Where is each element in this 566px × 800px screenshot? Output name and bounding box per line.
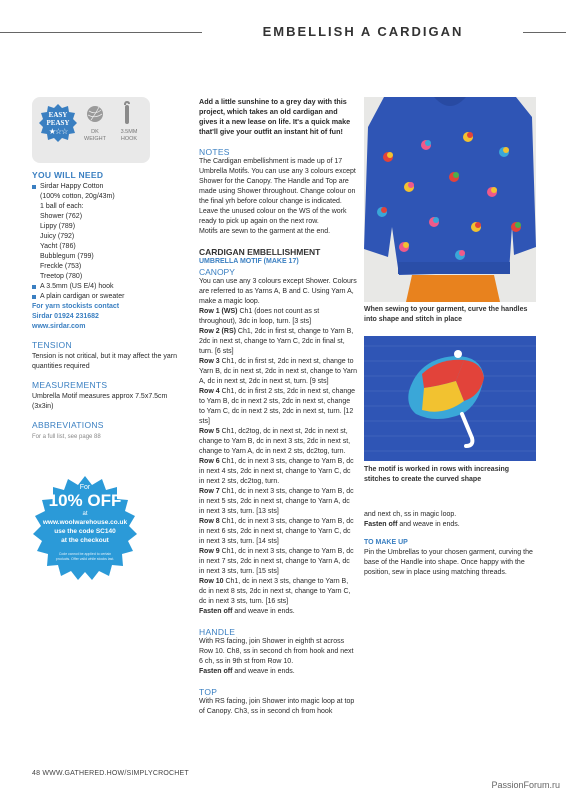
colour-item: Juicy (792) bbox=[40, 233, 75, 240]
header-rule-left bbox=[0, 32, 202, 33]
handle-heading: HANDLE bbox=[199, 627, 236, 637]
top-heading: TOP bbox=[199, 687, 218, 697]
measurements-heading: MEASUREMENTS bbox=[32, 380, 108, 390]
cardigan-photo bbox=[364, 97, 536, 302]
colour-item: Shower (762) bbox=[40, 213, 83, 220]
top-continued: and next ch, ss in magic loop. bbox=[364, 511, 457, 518]
colour-item: Bubblegum (799) bbox=[40, 253, 94, 260]
photo-caption-2: The motif is worked in rows with increasing stitches to create the curved shape bbox=[364, 466, 510, 483]
page-header bbox=[0, 22, 566, 44]
you-will-need-heading: YOU WILL NEED bbox=[32, 170, 104, 180]
tension-text: Tension is not critical, but it may affect the yarn quantities required bbox=[32, 353, 177, 370]
embellishment-heading: CARDIGAN EMBELLISHMENT bbox=[199, 247, 321, 257]
pattern-row: Row 8 Ch1, dc in next 3 sts, change to Yarn B, dc in next 6 sts, 2dc in next st, change to Yarn C, dc in next 3 sts, turn. [14 sts] bbox=[199, 518, 354, 545]
watermark: PassionForum.ru bbox=[491, 780, 560, 790]
middle-column bbox=[199, 97, 357, 717]
measurements-text: Umbrella Motif measures approx 7.5x7.5cm (3x3in) bbox=[32, 393, 168, 410]
motif-closeup-photo bbox=[364, 336, 536, 461]
promo-checkout: at the checkout bbox=[61, 537, 109, 544]
notes-paragraph-2: Motifs are sewn to the garment at the end. bbox=[199, 228, 331, 235]
cardigan-item: A plain cardigan or sweater bbox=[32, 292, 180, 302]
notes-paragraph-1: The Cardigan embellishment is made up of 17 Umbrella Motifs. You can use any 3 colours except Shower for the Canopy. The Handle and Top are made using Shower throughout. Change colour on the final yrh before colour change is indicated. Leave the unused colour on the WS of the work ready to pick up again on the next row. bbox=[199, 158, 356, 225]
promo-at: at bbox=[82, 511, 88, 517]
yarn-title: Sirdar Happy Cotton bbox=[32, 182, 180, 192]
abbreviations-heading: ABBREVIATIONS bbox=[32, 420, 104, 430]
top-text: With RS facing, join Shower into magic loop at top of Canopy. Ch3, ss in second ch from hook bbox=[199, 698, 355, 715]
make-up-text: Pin the Umbrellas to your chosen garment, curving the base of the Handle into shape. Once happy with the position, sew in place using matching threads. bbox=[364, 549, 533, 576]
make-up-heading: TO MAKE UP bbox=[364, 539, 408, 546]
pattern-row: Row 3 Ch1, dc in first st, 2dc in next st, change to Yarn B, dc in next st, 2dc in next st, change to Yarn A, dc in next st, 2dc in next st, turn. [9 sts] bbox=[199, 358, 357, 385]
ball-note: 1 ball of each: bbox=[40, 203, 84, 210]
info-panel bbox=[32, 97, 150, 163]
top-fasten-off: Fasten off and weave in ends. bbox=[364, 521, 460, 528]
colour-item: Lippy (789) bbox=[40, 223, 76, 230]
tension-heading: TENSION bbox=[32, 340, 72, 350]
badge-stars: ★☆☆ bbox=[48, 127, 68, 136]
promo-fine-print: Code cannot be applied to certain products. Offer valid while stocks last. bbox=[55, 552, 115, 561]
motif-subheading: UMBRELLA MOTIF (MAKE 17) bbox=[199, 258, 299, 265]
handle-fasten-off: Fasten off and weave in ends. bbox=[199, 668, 295, 675]
hook-item: A 3.5mm (US E/4) hook bbox=[32, 282, 180, 292]
pattern-row: Row 4 Ch1, dc in first 2 sts, 2dc in next st, change to Yarn B, dc in next 2 sts, 2dc in next st, change to Yarn C, dc in next 2 sts, 2dc in next st, turn. [12 sts] bbox=[199, 388, 356, 425]
weight-label: DK WEIGHT bbox=[84, 129, 106, 142]
photo-caption-1: When sewing to your garment, curve the handles into shape and stitch in place bbox=[364, 306, 528, 323]
badge-line-1: EASY bbox=[48, 111, 68, 119]
stockists-line-2: Sirdar 01924 231682 bbox=[32, 313, 99, 320]
colour-item: Freckle (753) bbox=[40, 263, 82, 270]
canopy-heading: CANOPY bbox=[199, 267, 235, 277]
pattern-row: Row 7 Ch1, dc in next 3 sts, change to Yarn B, dc in next 5 sts, 2dc in next st, change to Yarn A, dc in next 3 sts, turn. [13 sts] bbox=[199, 488, 354, 515]
page-title: EMBELLISH A CARDIGAN bbox=[262, 24, 464, 39]
pattern-row: Row 2 (RS) Ch1, 2dc in first st, change to Yarn B, 2dc in next st, change to Yarn C, 2dc in final st, turn. [6 sts] bbox=[199, 328, 354, 355]
page-footer: 48 WWW.GATHERED.HOW/SIMPLYCROCHET bbox=[32, 770, 189, 777]
pattern-row: Row 10 Ch1, dc in next 3 sts, change to Yarn B, dc in next 8 sts, 2dc in next st, change to Yarn C, dc in next 3 sts, turn. [16 sts] bbox=[199, 578, 351, 605]
colour-item: Yacht (786) bbox=[40, 243, 76, 250]
intro-text: Add a little sunshine to a grey day with this project, which takes an old cardigan and gives it a new lease on life. It's a quick make that'll give your outfit an instant hit of fun! bbox=[199, 97, 351, 136]
badge-text-group bbox=[38, 103, 78, 143]
promo-url[interactable]: www.woolwarehouse.co.uk bbox=[42, 519, 128, 526]
handle-text: With RS facing, join Shower in eighth st across Row 10. Ch8, ss in second ch from hook and next 6 ch, ss in 9th st from Row 10. bbox=[199, 638, 354, 665]
pattern-row: Row 6 Ch1, dc in next 3 sts, change to Yarn B, dc in next 4 sts, 2dc in next st, change to Yarn C, dc in next 2 sts, dc2tog, turn. bbox=[199, 458, 354, 485]
yarn-ball-icon bbox=[86, 105, 104, 123]
abbreviations-text: For a full list, see page 88 bbox=[32, 434, 101, 440]
promo-discount: 10% OFF bbox=[48, 491, 122, 510]
hook-size-label: 3.5MM HOOK bbox=[120, 129, 138, 142]
yarn-spec: (100% cotton, 20g/43m) bbox=[40, 193, 115, 200]
left-column bbox=[32, 170, 180, 442]
pattern-row: Row 9 Ch1, dc in next 3 sts, change to Yarn B, dc in next 7 sts, 2dc in next st, change to Yarn A, dc in next 3 sts, turn. [15 sts] bbox=[199, 548, 354, 575]
promo-code: use the code SC140 bbox=[54, 528, 116, 535]
stockists-link[interactable]: www.sirdar.com bbox=[32, 323, 86, 330]
stockists-line-1: For yarn stockists contact bbox=[32, 303, 120, 310]
colour-item: Treetop (780) bbox=[40, 273, 83, 280]
canopy-intro: You can use any 3 colours except Shower. Colours are referred to as Yarns A, B and C. Using Yarn A, make a magic loop. bbox=[199, 278, 357, 305]
crochet-hook-icon bbox=[120, 101, 134, 125]
pattern-row: Row 5 Ch1, dc2tog, dc in next st, 2dc in next st, change to Yarn B, dc in next 3 sts, 2dc in next st, change to Yarn A, dc in next 2 sts, dc2tog, turn. bbox=[199, 428, 351, 455]
notes-heading: NOTES bbox=[199, 147, 230, 157]
promo-for: For bbox=[79, 484, 91, 491]
fasten-off-line: Fasten off and weave in ends. bbox=[199, 608, 295, 615]
pattern-row: Row 1 (WS) Ch1 (does not count as st throughout), 3dc in loop, turn. [3 sts] bbox=[199, 308, 320, 325]
promo-burst[interactable] bbox=[30, 474, 140, 584]
header-rule-right bbox=[523, 32, 566, 33]
badge-line-2: PEASY bbox=[46, 119, 70, 127]
right-column-text bbox=[364, 510, 536, 578]
